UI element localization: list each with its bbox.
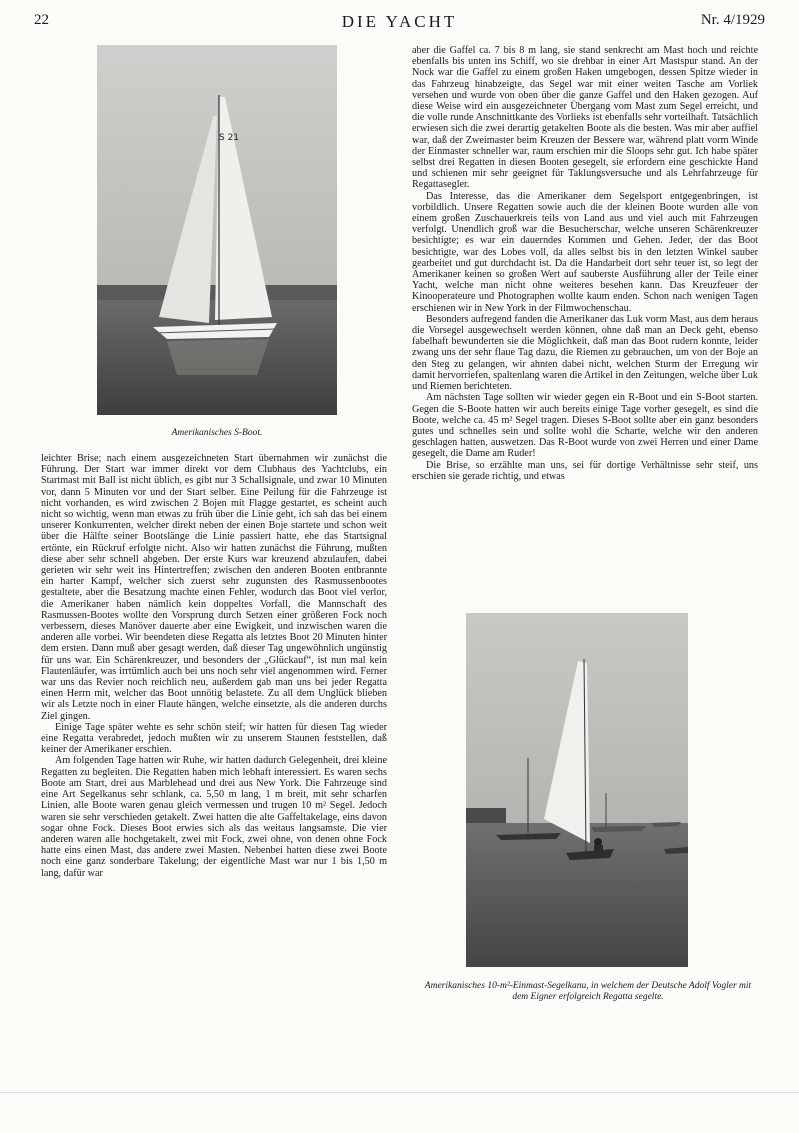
right-column-text (412, 45, 758, 482)
sail-number: S 21 (219, 133, 240, 143)
sailing-canoe-photo (466, 613, 688, 967)
left-column-text (41, 453, 387, 879)
left-paragraph-3: Am folgenden Tage hatten wir Ruhe, wir hatten dadurch Gelegenheit, drei kleine Regatten zu begleiten. Die Regatten haben mich lebhaft interessiert. Es waren sechs Boote am Start, drei aus Marblehead und drei aus New York. Die Fahrzeuge sind eine Art Segelkanus sehr schlank, ca. 5,50 m lang, 1 m breit, mit sehr scharfen Linien, alle Boote waren genau gleich vermessen und trugen 10 m² Segel. Jedoch waren sie sehr verschieden getakelt. Zwei hatten die alte Gaffeltakelage, eins davon sogar ohne Fock. Dieses Boot erwies sich als das weitaus langsamste. Die vier anderen waren alle hochgetakelt, zwei mit Fock, zwei ohne, von denen ohne Fock hatte eins einen Mast, das andere zwei Masten. Nebenbei hatten diese zwei Boote noch eine ganz sonderbare Takelung; der eigentliche Mast war nur 1 bis 1,50 m lang, dafür war (41, 755, 387, 879)
right-paragraph-4: Am nächsten Tage sollten wir wieder gegen ein R-Boot und ein S-Boot starten. Gegen die S-Boote hatten wir auch bereits einige Tage vorher gesegelt, es sind die Boote, welche ca. 45 m² Segel tragen. Dieses S-Boot sollte aber ein ganz besonders gutes und schnelles sein und sollte wohl die Scharte, welche wir den anderen geschlagen hatten, auswetzen. Das R-Boot wurde von zwei Herren und einer Dame gesegelt, die Dame am Ruder! (412, 392, 758, 460)
left-paragraph-1: leichter Brise; nach einem ausgezeichneten Start übernahmen wir zunächst die Führung. Der Start war immer direkt vor dem Clubhaus des Yachtclubs, ein Startmast mit Ball ist nicht üblich, es gibt nur 3 Schallsignale, und zwar 10 Minuten vor, dann 5 Minuten vor und der Start selber. Eine Peilung für die Fahrzeuge ist nicht vorhanden, es wird zwischen 2 Bojen mit Flagge gestartet, es scheint auch nicht so wichtig, wenn man etwas zu früh über die Linie geht, ich sah das bei einem unserer Konkurrenten, welcher direkt neben der einen Boje startete und schon weit über die Hälfte seiner Bootslänge die Linie passiert hatte, ehe das Startsignal ertönte, ein Rückruf erfolgte nicht. Also wir hatten zunächst die Führung, mußten diese aber sehr schnell abgeben. Der erste Kurs war kreuzend abzulaufen, dabei gerieten wir sehr weit ins Hintertreffen; zwischen den anderen Booten entbrannte ein harter Kampf, welcher sich zuerst sehr zugunsten des Rasmussenbootes gestaltete, aber die Besatzung machte einen Fehler, wodurch das Boot viel verlor, die Amerikaner haben nämlich kein doppeltes Vorfall, die Mannschaft des Rasmussen-Bootes wollte den Vorsprung durch Setzen einer größeren Fock noch verbessern, dieses Manöver dauerte aber eine Ewigkeit, und inzwischen waren die anderen alle vorbei. Wir beendeten diese Regatta als letztes Boot 20 Minuten hinter dem ersten. Dann muß aber gesagt werden, daß dieser Tag ungewöhnlich ungünstig für uns war. Ein Schärenkreuzer, und besonders der „Glückauf“, ist nun mal kein Flautenläufer, was irrtümlich auch bei uns noch sehr viel angenommen wird. Ferner war uns das Revier noch reichlich neu, außerdem gab man uns bei jeder Regatta einen Herrn mit, welcher das Boot unnötig belastete. Zu all dem Unglück blieben wir als Letzte noch in einer Flaute hängen, welche einsetzte, als die anderen durchs Ziel gingen. (41, 453, 387, 722)
page-number: 22 (34, 12, 49, 28)
left-paragraph-2: Einige Tage später wehte es sehr schön steif; wir hatten für diesen Tag wieder eine Regatta verabredet, jedoch mußten wir zu unserem Staunen feststellen, daß keiner der Amerikaner erschien. (41, 721, 387, 756)
page-header (34, 12, 765, 34)
scan-edge-line (0, 1092, 799, 1093)
right-paragraph-1: aber die Gaffel ca. 7 bis 8 m lang, sie stand senkrecht am Mast hoch und reichte ebenfalls bis unten ins Schiff, wo sie drehbar in einer Art Mastspur stand. An der Nock war die Gaffel zu einem großen Haken umgebogen, dessen Spitze wieder in das Fahrzeug hinabzeigte, das Segel war mit einer weiten Tasche am Vorliek versehen und wurde von oben über die ganze Gaffel und den Haken gezogen. Auf diese Weise wird ein ausgezeichneter Übergang vom Mast zum Segel erreicht, und die volle runde Anschnittkante des Vorlieks ist ebenfalls sehr vorteilhaft. Tatsächlich erwiesen sich die zwei derartig getakelten Boote als die besten. Was mir aber auffiel war, daß der Zweimaster beim Kreuzen der Bessere war, während platt vorm Winde der Einmaster schneller war, raum erschien mir die Sloops sehr gut. Ich habe später selbst drei Regatten in diesen Booten gesegelt, sie erfordern eine geschickte Hand und schienen mir sehr geeignet für Taklungsversuche und als Lehrfahrzeuge für Regattasegler. (412, 45, 758, 191)
issue-number: Nr. 4/1929 (700, 12, 765, 28)
right-paragraph-2: Das Interesse, das die Amerikaner dem Segelsport entgegenbringen, ist vorbildlich. Unsere Regatten sowie auch die der kleinen Boote wurden alle von einem großen Zuschauerkreis teils von Land aus und viel auch mit Fahrzeugen verfolgt. Unendlich groß war die Besucherschar, welche unseren Schärenkreuzer besichtigte; es war ein dauerndes Kommen und Gehen. Jeder, der das Boot besichtigte, war des Lobes voll, da alles selbst bis in den letzten Winkel sauber gearbeitet und gut durchdacht ist. Da die Handarbeit dort sehr teuer ist, so legt der Amerikaner keinen so großen Wert auf sauberste Ausführung aller der Teile einer Yacht, welche man nicht ohne weiteres besehen kann. Das Kreuzfeuer der Kinooperateure und Photographen wollte kaum enden. Schon nach wenigen Tagen erschienen wir in New York in der Filmwochenschau. (412, 190, 758, 314)
magazine-title: DIE YACHT (341, 12, 458, 31)
s-boat-photo (97, 45, 337, 415)
right-paragraph-5: Die Brise, so erzählte man uns, sei für dortige Verhältnisse sehr steif, uns erschien sie gerade richtig, und etwas (412, 459, 758, 482)
right-paragraph-3: Besonders aufregend fanden die Amerikaner das Luk vorm Mast, aus dem heraus die Vorsegel ausgewechselt werden können, ohne daß man an Deck geht, ebenso fabelhaft bewunderten sie die Möglichkeit, daß man das Boot rudern konnte, leider zwang uns der sehr flaue Tag dazu, die Riemen zu gebrauchen, um von der Boje an den Steg zu gelangen, wir ahnten dabei nicht, welchen Sturm der Erregung wir damit hervorriefen, spaltenlang waren die Artikel in den Zeitungen, welche über Luk und Riemen berichteten. (412, 313, 758, 393)
figure-1-caption: Amerikanisches S-Boot. (171, 428, 263, 438)
figure-2-caption: Amerikanisches 10-m²-Einmast-Segelkanu, in welchem der Deutsche Adolf Vogler mit dem Eigner erfolgreich Regatta segelte. (424, 981, 752, 1002)
